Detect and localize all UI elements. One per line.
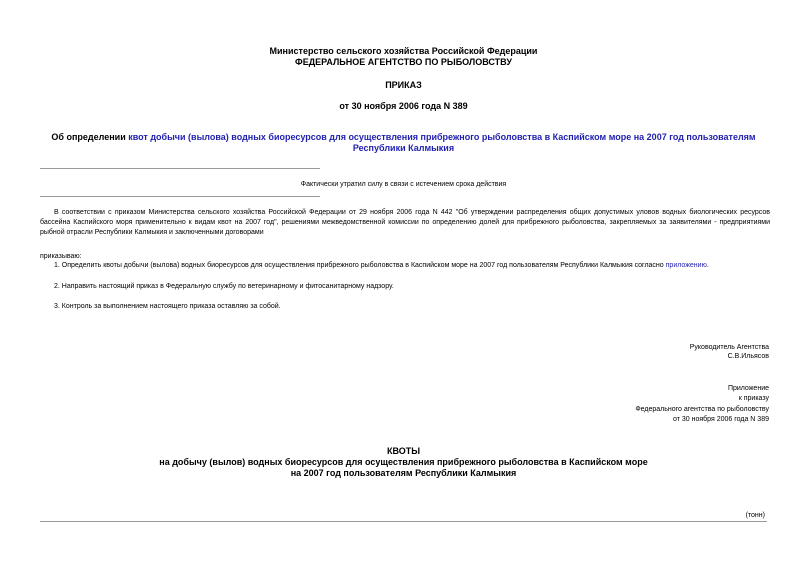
divider-bottom (40, 196, 320, 197)
divider-top (40, 168, 320, 169)
item1-end: . (706, 262, 709, 269)
agency-name: ФЕДЕРАЛЬНОЕ АГЕНТСТВО ПО РЫБОЛОВСТВУ (295, 57, 512, 67)
title-prefix: Об определении (51, 132, 129, 142)
quotas-title: КВОТЫ (386, 446, 421, 456)
appendix-line-1: Приложение (727, 385, 769, 392)
order-item-2: 2. Направить настоящий приказ в Федеральную службу по ветеринарному и фитосанитарному надзору. (54, 283, 394, 290)
quotas-subtitle-2: на 2007 год пользователям Республики Калмыкия (290, 468, 517, 478)
order-item-3: 3. Контроль за выполнением настоящего приказа оставляю за собой. (54, 303, 281, 310)
appendix-line-2: к приказу (738, 395, 769, 402)
order-item-1 (54, 261, 770, 271)
document-date-number: от 30 ноября 2006 года N 389 (339, 101, 468, 111)
signatory-name: С.В.Ильясов (727, 353, 769, 360)
status-note: Фактически утратил силу в связи с истечением срока действия (300, 181, 507, 188)
document-type: ПРИКАЗ (385, 80, 422, 90)
unit-label: (тонн) (745, 512, 765, 519)
quotas-subtitle-1: на добычу (вылов) водных биоресурсов для осуществления прибрежного рыболовства в Каспийском море (159, 457, 648, 467)
appendix-line-4: от 30 ноября 2006 года N 389 (673, 416, 769, 423)
ministry-name: Министерство сельского хозяйства Российской Федерации (269, 46, 538, 56)
document-title (40, 132, 767, 154)
table-top-rule (40, 521, 767, 522)
appendix-line-3: Федерального агентства по рыболовству (635, 406, 769, 413)
item1-text: 1. Определить квоты добычи (вылова) водных биоресурсов для осуществления прибрежного рыболовства в Каспийском море на 2007 год пользователям Республики Калмыкия согласно (54, 262, 666, 269)
title-link[interactable]: квот добычи (вылова) водных биоресурсов для осуществления прибрежного рыболовства в Каспийском море на 2007 год пользователям Республики Калмыкия (128, 132, 756, 153)
order-word: приказываю: (40, 253, 82, 260)
signatory-position: Руководитель Агентства (689, 344, 769, 351)
preamble-paragraph: В соответствии с приказом Министерства сельского хозяйства Российской Федерации от 29 ноября 2006 года N 442 "Об утверждении распределения общих допустимых уловов водных биологических ресурсов бассейна Каспийского моря применительно к видам квот на 2007 год", решениями межведомственной комиссии по определению долей для прибрежного рыболовства, закрепляемых за заявителями - предприятиями рыбной отрасли Республики Калмыкия и заключенными договорами (40, 209, 770, 236)
appendix-link[interactable]: приложению (665, 262, 707, 269)
